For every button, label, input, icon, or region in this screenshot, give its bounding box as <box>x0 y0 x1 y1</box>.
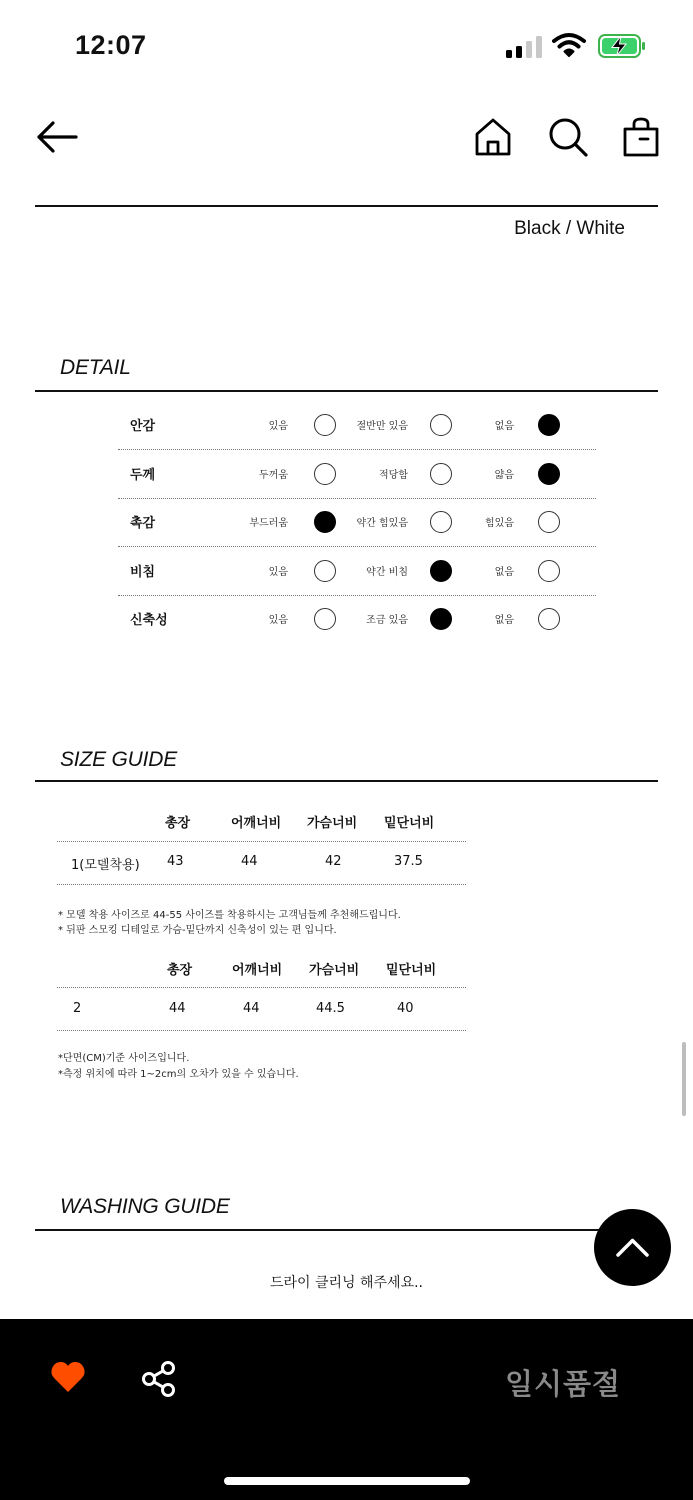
dotted-divider <box>57 841 466 842</box>
radio-selected-icon <box>430 608 452 630</box>
header-length: 총장 <box>167 963 193 978</box>
detail-title: DETAIL <box>60 356 131 379</box>
detail-option-label: 조금 있음 <box>366 615 408 626</box>
detail-row <box>118 451 596 499</box>
value-chest: 44.5 <box>316 1001 345 1016</box>
detail-option-label: 약간 힘있음 <box>356 518 408 529</box>
detail-option-label: 약간 비침 <box>366 567 408 578</box>
header-shoulder: 어깨너비 <box>231 816 282 831</box>
header-hem: 밑단너비 <box>384 816 435 831</box>
scrollbar[interactable] <box>682 1042 686 1116</box>
radio-empty-icon <box>314 463 336 485</box>
divider <box>35 205 658 207</box>
detail-option-label: 절반만 있음 <box>356 421 408 432</box>
dotted-divider <box>57 1030 466 1031</box>
search-icon[interactable] <box>547 116 589 158</box>
detail-row <box>118 548 596 596</box>
washing-guide-text: 드라이 클리닝 해주세요.. <box>269 1275 424 1291</box>
size-note: * 모델 착용 사이즈로 44-55 사이즈를 착용하시는 고객님들께 추천해드립니다. <box>58 910 401 921</box>
detail-row <box>118 402 596 450</box>
header-length: 총장 <box>165 816 191 831</box>
battery-charging-icon <box>598 34 646 58</box>
radio-empty-icon <box>430 511 452 533</box>
size-note: * 뒤판 스모킹 디테일로 가슴-밑단까지 신축성이 있는 편 입니다. <box>58 925 337 936</box>
heart-icon[interactable] <box>50 1360 86 1394</box>
detail-option-label: 없음 <box>494 567 514 578</box>
dotted-divider <box>57 884 466 885</box>
value-length: 43 <box>167 854 184 869</box>
radio-selected-icon <box>538 414 560 436</box>
size-label: 2 <box>73 1001 82 1016</box>
detail-option-label: 있음 <box>268 421 288 432</box>
detail-option-label: 힘있음 <box>485 518 514 529</box>
detail-option-label: 두꺼움 <box>259 470 288 481</box>
radio-empty-icon <box>430 414 452 436</box>
size-note: *단면(CM)기준 사이즈입니다. <box>58 1053 190 1064</box>
cellular-signal-icon <box>506 36 542 58</box>
color-option-text: Black / White <box>514 218 625 239</box>
value-shoulder: 44 <box>243 1001 260 1016</box>
detail-row-label: 비침 <box>130 565 156 580</box>
dotted-divider <box>118 546 596 547</box>
wifi-icon <box>552 32 586 58</box>
washing-guide-title: WASHING GUIDE <box>60 1195 230 1218</box>
dotted-divider <box>57 987 466 988</box>
radio-selected-icon <box>538 463 560 485</box>
radio-empty-icon <box>538 560 560 582</box>
share-icon[interactable] <box>140 1360 178 1398</box>
detail-row <box>118 596 596 644</box>
home-indicator[interactable] <box>224 1477 470 1485</box>
divider <box>35 780 658 782</box>
value-length: 44 <box>169 1001 186 1016</box>
header-chest: 가슴너비 <box>309 963 360 978</box>
detail-row <box>118 499 596 547</box>
detail-option-label: 없음 <box>494 421 514 432</box>
size-guide-title: SIZE GUIDE <box>60 748 178 771</box>
sold-out-button[interactable]: 일시품절 <box>504 1367 621 1401</box>
detail-option-label: 있음 <box>268 567 288 578</box>
detail-option-label: 적당함 <box>379 470 408 481</box>
value-hem: 40 <box>397 1001 414 1016</box>
detail-option-label: 없음 <box>494 615 514 626</box>
value-shoulder: 44 <box>241 854 258 869</box>
radio-empty-icon <box>314 608 336 630</box>
radio-selected-icon <box>430 560 452 582</box>
status-time: 12:07 <box>75 30 147 60</box>
arrow-left-icon[interactable] <box>34 118 80 156</box>
radio-empty-icon <box>314 414 336 436</box>
detail-option-label: 있음 <box>268 615 288 626</box>
detail-row-label: 안감 <box>130 419 156 434</box>
header-chest: 가슴너비 <box>307 816 358 831</box>
divider <box>35 390 658 392</box>
detail-row-label: 촉감 <box>130 516 156 531</box>
detail-option-label: 얇음 <box>494 470 514 481</box>
chevron-up-icon <box>594 1209 671 1286</box>
detail-option-label: 부드러움 <box>249 518 288 529</box>
dotted-divider <box>118 449 596 450</box>
radio-empty-icon <box>314 560 336 582</box>
size-label: 1(모델착용) <box>71 858 140 873</box>
radio-empty-icon <box>538 511 560 533</box>
detail-row-label: 신축성 <box>130 613 168 628</box>
radio-selected-icon <box>314 511 336 533</box>
header-hem: 밑단너비 <box>386 963 437 978</box>
bottom-action-bar <box>0 1319 693 1500</box>
value-hem: 37.5 <box>394 854 423 869</box>
header-shoulder: 어깨너비 <box>232 963 283 978</box>
size-note: *측정 위치에 따라 1~2cm의 오차가 있을 수 있습니다. <box>58 1069 299 1080</box>
radio-empty-icon <box>430 463 452 485</box>
value-chest: 42 <box>325 854 342 869</box>
radio-empty-icon <box>538 608 560 630</box>
detail-row-label: 두께 <box>130 468 156 483</box>
home-icon[interactable] <box>474 117 512 157</box>
scroll-to-top-button[interactable] <box>594 1209 671 1286</box>
divider <box>35 1229 600 1231</box>
shopping-bag-icon[interactable] <box>622 117 660 157</box>
